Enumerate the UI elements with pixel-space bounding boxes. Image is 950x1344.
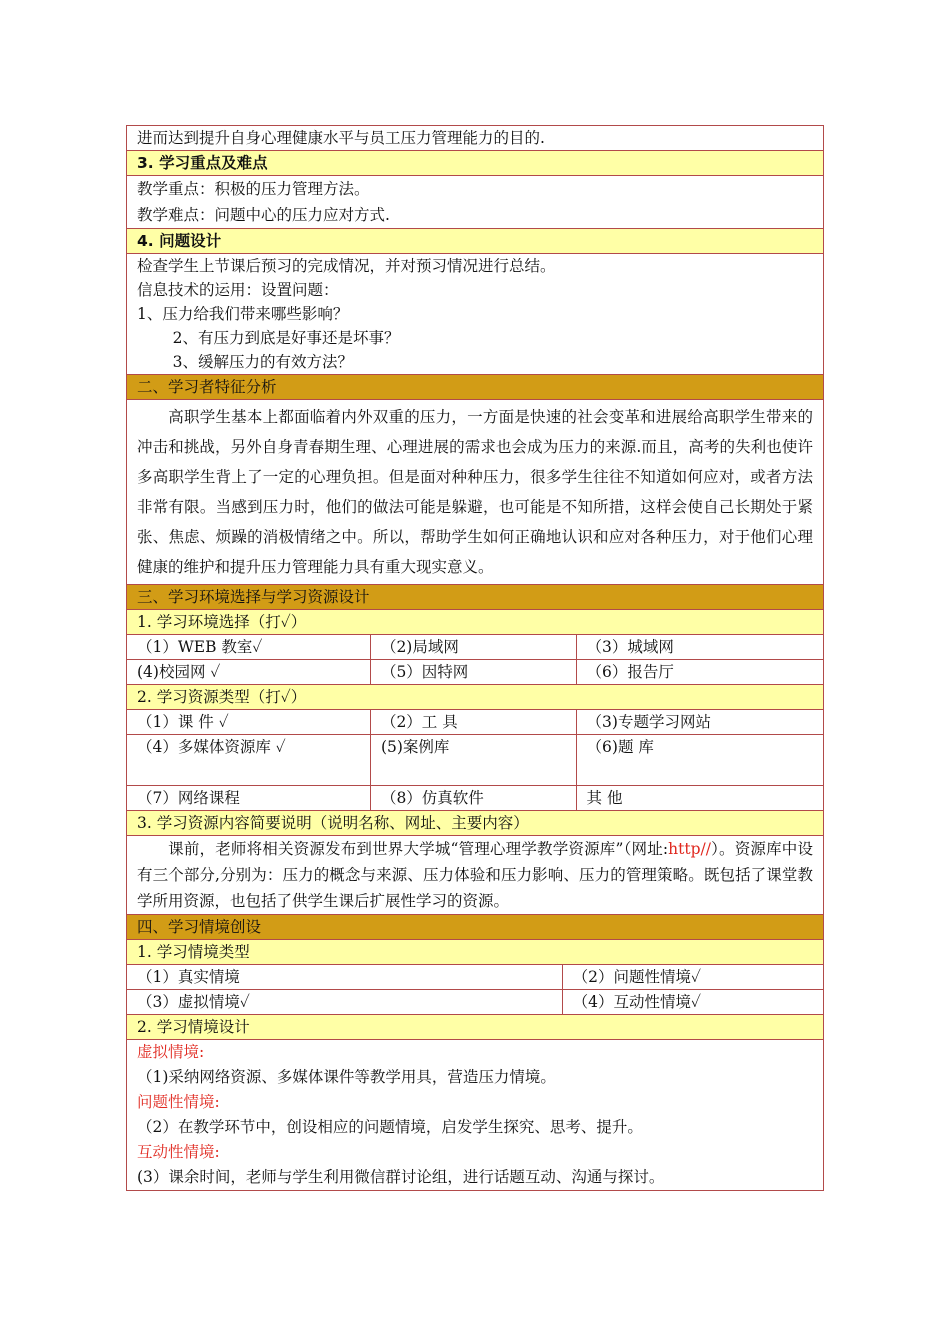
env-option: (4)校园网 ✓ (127, 660, 371, 685)
it-line: 信息技术的运用：设置问题： (137, 281, 339, 299)
res-option: （7）网络课程 (127, 786, 371, 811)
part-2-heading: 二、学习者特征分析 (127, 375, 824, 400)
lesson-plan-table (126, 125, 824, 1191)
section-4-content (127, 254, 824, 375)
problem-heading: 问题性情境: (137, 1093, 220, 1111)
res-heading: 2. 学习资源类型（打✓） (127, 685, 824, 710)
env-option: （5）因特网 (370, 660, 576, 685)
res-option: （1）课 件 ✓ (127, 710, 371, 735)
scenario-design-content (127, 1040, 824, 1191)
learner-analysis-text: 高职学生基本上都面临着内外双重的压力，一方面是快速的社会变革和进展给高职学生带来的冲击和挑战，另外自身青春期生理、心理进展的需求也会成为压力的来源.而且，高考的失利也使许多高职学生背上了一定的心理负担。但是面对种种压力，很多学生往往不知道如何应对，或者方法非常有限。当感到压力时，他们的做法可能是躲避，也可能是不知所措，这样会使自己长期处于紧张、焦虑、烦躁的消极情绪之中。所以，帮助学生如何正确地认识和应对各种压力，对于他们心理健康的维护和提升压力管理能力具有重大现实意义。 (137, 408, 813, 576)
env-option: （1）WEB 教室✓ (127, 635, 371, 660)
res-option: （6)题 库 (576, 735, 823, 786)
part-3-heading: 三、学习环境选择与学习资源设计 (127, 585, 824, 610)
res-option: （2）工 具 (370, 710, 576, 735)
scenario-type: （3）虚拟情境✓ (127, 990, 563, 1015)
scenario-type-heading: 1. 学习情境类型 (127, 940, 824, 965)
learner-analysis (127, 400, 824, 585)
env-heading: 1. 学习环境选择（打✓） (127, 610, 824, 635)
res-option: （3)专题学习网站 (576, 710, 823, 735)
question-2: 2、有压力到底是好事还是坏事？ (172, 329, 400, 347)
problem-text: （2）在教学环节中，创设相应的问题情境，启发学生探究、思考、提升。 (137, 1118, 643, 1136)
resource-link[interactable]: http// (668, 840, 711, 858)
scenario-type: （1）真实情境 (127, 965, 563, 990)
desc-heading: 3. 学习资源内容简要说明（说明名称、网址、主要内容） (127, 811, 824, 836)
section-3-content (127, 176, 824, 229)
desc-text-b: ）。资源库中设有三个部分,分别为：压力的概念与来源、压力体验和压力影响、压力的管理策略。既包括了课堂教学所用资源，也包括了供学生课后扩展性学习的资源。 (137, 840, 813, 910)
intro-line: 进而达到提升自身心理健康水平与员工压力管理能力的目的. (127, 126, 824, 151)
env-option: （2)局域网 (370, 635, 576, 660)
part-4-heading: 四、学习情境创设 (127, 915, 824, 940)
virtual-text: （1)采纳网络资源、多媒体课件等教学用具，营造压力情境。 (137, 1068, 556, 1086)
res-option: 其 他 (576, 786, 823, 811)
res-option: （4）多媒体资源库 ✓ (127, 735, 371, 786)
env-option: （3）城域网 (576, 635, 823, 660)
resource-description (127, 836, 824, 915)
desc-text-a: 课前，老师将相关资源发布到世界大学城“管理心理学教学资源库”（网址: (168, 840, 669, 858)
question-3: 3、缓解压力的有效方法？ (172, 353, 354, 371)
scenario-type: （4）互动性情境✓ (562, 990, 823, 1015)
review-line: 检查学生上节课后预习的完成情况，并对预习情况进行总结。 (137, 257, 556, 275)
key-point: 教学重点：积极的压力管理方法。 (137, 180, 370, 198)
question-1: 1、压力给我们带来哪些影响？ (137, 305, 349, 323)
interactive-heading: 互动性情境: (137, 1143, 220, 1161)
res-option: (5)案例库 (370, 735, 576, 786)
virtual-heading: 虚拟情境: (137, 1043, 205, 1061)
scenario-type: （2）问题性情境✓ (562, 965, 823, 990)
section-4-heading: 4. 问题设计 (127, 229, 824, 254)
scenario-design-heading: 2. 学习情境设计 (127, 1015, 824, 1040)
res-option: （8）仿真软件 (370, 786, 576, 811)
section-3-heading: 3. 学习重点及难点 (127, 151, 824, 176)
env-option: （6）报告厅 (576, 660, 823, 685)
difficult-point: 教学难点：问题中心的压力应对方式. (137, 206, 390, 224)
interactive-text: (3）课余时间，老师与学生利用微信群讨论组，进行话题互动、沟通与探讨。 (137, 1168, 665, 1186)
